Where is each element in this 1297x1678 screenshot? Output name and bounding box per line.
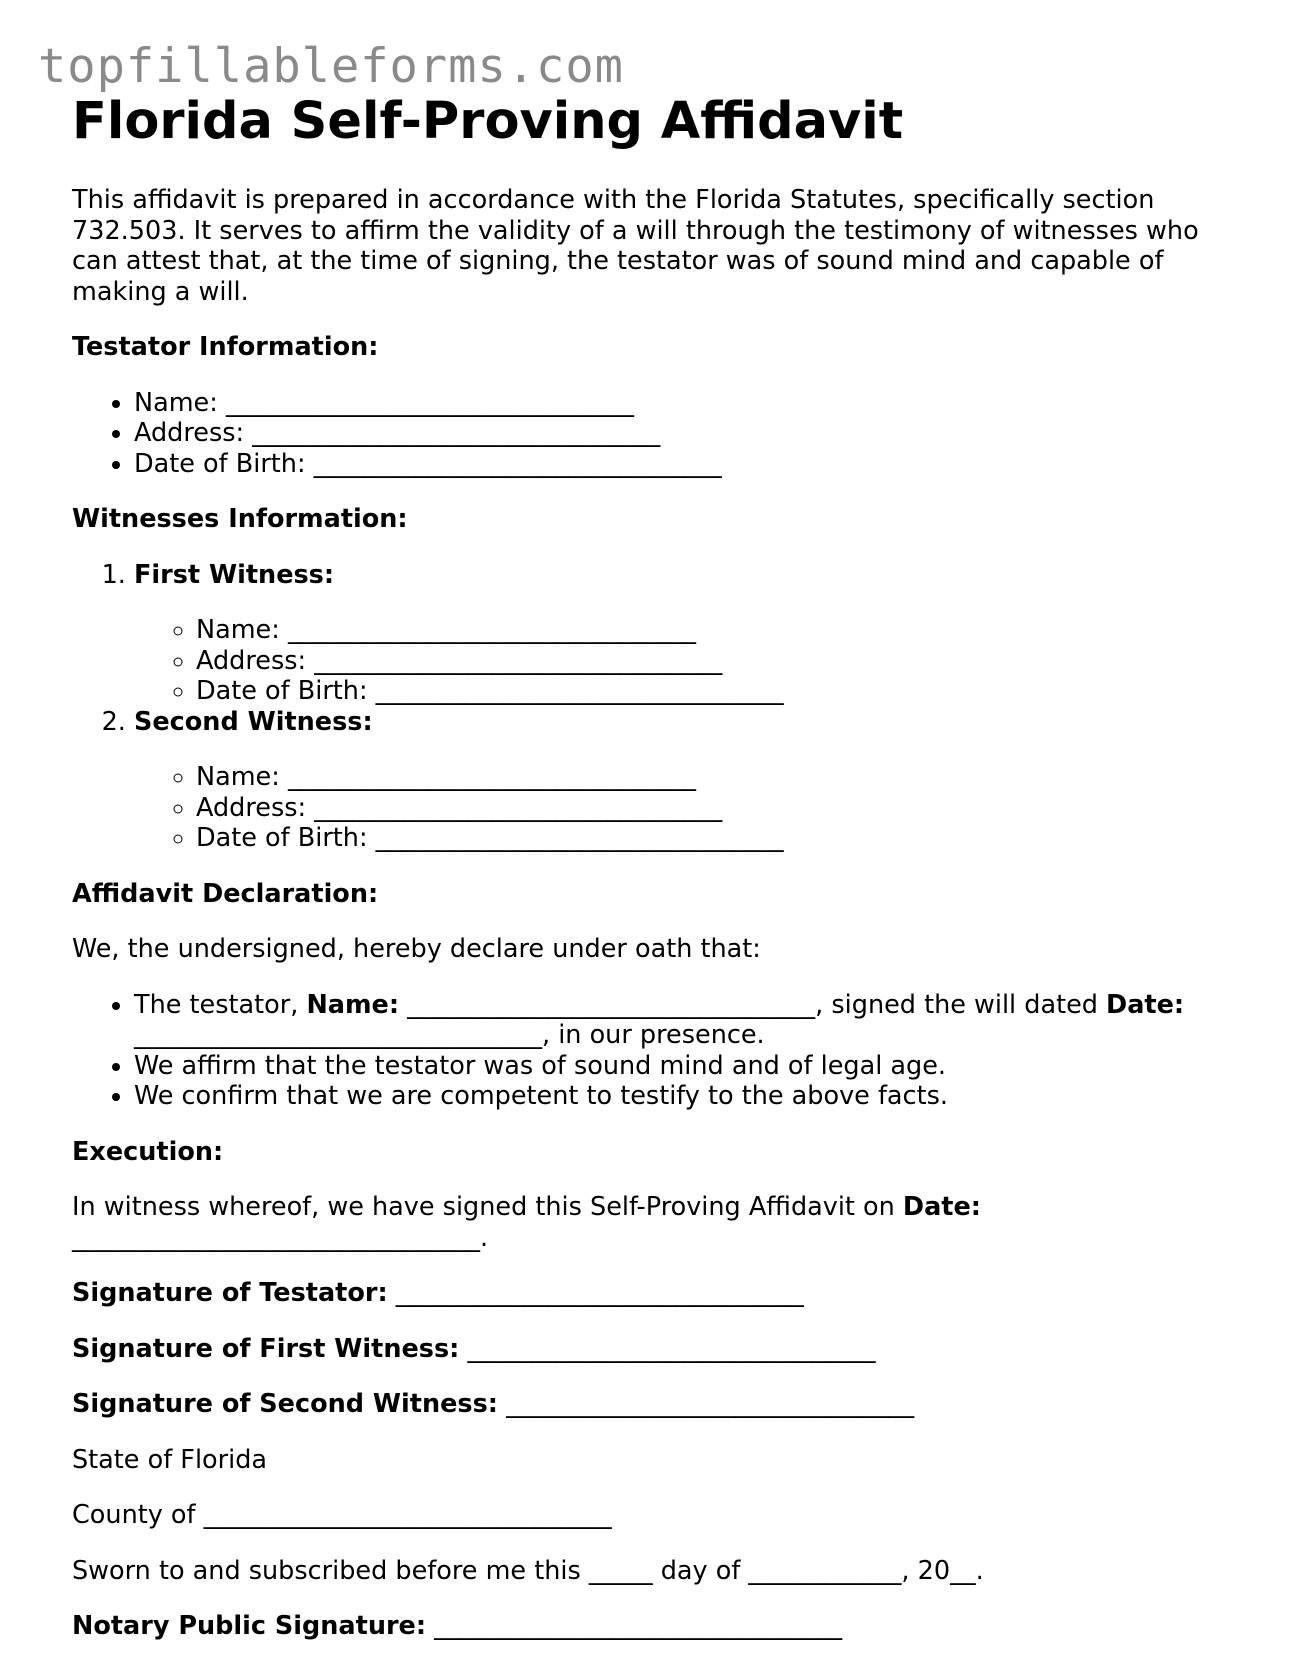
second-witness-dob-field[interactable]: ◦ Date of Birth: ________________________________	[196, 823, 1202, 854]
testator-signature-field[interactable]: Signature of Testator: ________________________________	[72, 1278, 804, 1308]
first-witness-dob-field[interactable]: ◦ Date of Birth: ________________________________	[196, 676, 1202, 707]
execution-text[interactable]: In witness whereof, we have signed this Self-Proving Affidavit on Date: ________________________________.	[72, 1192, 981, 1253]
blank-line: ________________________________	[434, 1611, 843, 1641]
blank-line: ________________________________	[225, 387, 634, 418]
first-witness-name-field[interactable]: ◦ Name: ________________________________	[196, 615, 1202, 646]
second-witness-name-field[interactable]: ◦ Name: ________________________________	[196, 762, 1202, 793]
blank-line: ________________________________	[407, 989, 816, 1020]
testator-name-field[interactable]: • Name: ________________________________	[134, 388, 1202, 419]
state-line: State of Florida	[72, 1444, 268, 1475]
second-witness-address-field[interactable]: ◦ Address: ________________________________	[196, 793, 1202, 824]
blank-line: ________________________________	[72, 1222, 480, 1253]
blank-line: ________________________________	[467, 1333, 876, 1364]
blank-line: ________________________________	[375, 676, 784, 706]
watermark: topfillableforms.com	[38, 39, 624, 94]
execution-heading: Execution:	[72, 1136, 224, 1167]
second-witness-signature-field[interactable]: Signature of Second Witness: ________________________________	[72, 1389, 915, 1419]
testator-address-field[interactable]: • Address: ________________________________	[134, 418, 1202, 449]
declaration-item-testator[interactable]: • The testator, Name: ________________________________, signed the will dated Date: ________________________________, in our presence.	[134, 990, 1202, 1051]
intro-paragraph: This affidavit is prepared in accordance with the Florida Statutes, specifically section 732.503. It serves to affirm the validity of a will through the testimony of witnesses who can attest that, at the time of signing, the testator was of sound mind and capable of making a will.	[72, 185, 1199, 307]
document-page	[72, 92, 1202, 1642]
testator-dob-field[interactable]: • Date of Birth: ________________________________	[134, 449, 1202, 480]
witnesses-heading: Witnesses Information:	[72, 504, 408, 534]
blank-line: ________________________________	[395, 1278, 804, 1308]
first-witness-label: First Witness:	[134, 559, 335, 590]
blank-line: ________________________________	[287, 762, 696, 792]
county-field[interactable]: County of ________________________________	[72, 1500, 612, 1530]
blank-line: ________________________________	[252, 418, 661, 448]
blank-line: ________________________________	[375, 823, 784, 853]
first-witness-address-field[interactable]: ◦ Address: ________________________________	[196, 646, 1202, 677]
blank-line: ________________________________	[314, 792, 723, 823]
notary-signature-field[interactable]: Notary Public Signature: ________________________________	[72, 1611, 843, 1641]
first-witness-signature-field[interactable]: Signature of First Witness: ________________________________	[72, 1333, 876, 1364]
testator-heading: Testator Information:	[72, 332, 379, 362]
sworn-line[interactable]: Sworn to and subscribed before me this _____ day of ____________, 20__.	[72, 1555, 984, 1586]
second-witness-item	[134, 707, 1202, 854]
declaration-item-sound-mind: • We affirm that the testator was of sound mind and of legal age.	[134, 1051, 1202, 1082]
page-title: Florida Self-Proving Affidavit	[72, 92, 904, 151]
blank-line: ________________________________	[313, 448, 722, 479]
testator-fields	[72, 388, 1202, 480]
second-witness-label: Second Witness:	[134, 706, 373, 737]
blank-line: ________________________________	[134, 1020, 542, 1050]
declaration-heading: Affidavit Declaration:	[72, 878, 379, 909]
blank-line: ________________________________	[314, 645, 723, 676]
witnesses-list	[72, 560, 1202, 854]
declaration-item-competent: • We confirm that we are competent to testify to the above facts.	[134, 1081, 1202, 1112]
blank-line: ________________________________	[203, 1500, 612, 1530]
blank-line: ________________________________	[506, 1389, 915, 1419]
declaration-lead: We, the undersigned, hereby declare under oath that:	[72, 934, 761, 964]
blank-line: ________________________________	[287, 615, 696, 645]
first-witness-item	[134, 560, 1202, 707]
declaration-list	[72, 990, 1202, 1112]
